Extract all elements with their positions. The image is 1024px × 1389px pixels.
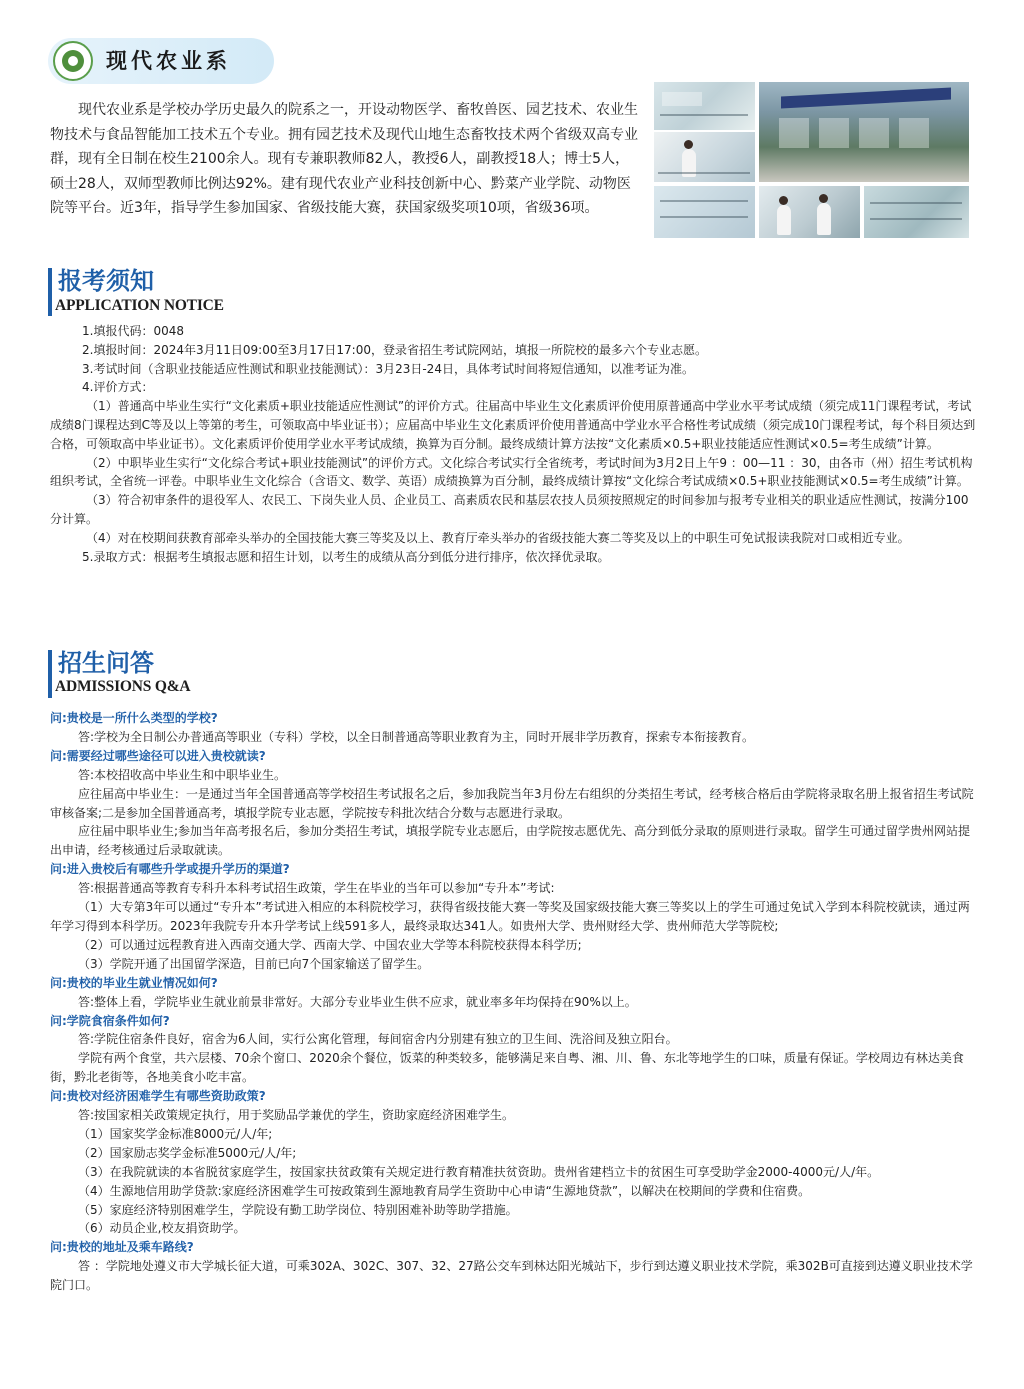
photo-lab-display [654, 82, 755, 130]
notice-subheading: APPLICATION NOTICE [55, 297, 224, 314]
notice-item: 2.填报时间：2024年3月11日09:00至3月17日17:00，登录省招生考试院网站，填报一所院校的最多六个专业志愿。 [82, 342, 707, 357]
notice-item: 3.考试时间（含职业技能适应性测试和职业技能测试）：3月23日-24日，具体考试时间将短信通知，以准考证为准。 [82, 361, 694, 376]
notice-heading: 报考须知 [58, 266, 154, 295]
answer: （4）生源地信用助学贷款:家庭经济困难学生可按政策到生源地教育局学生资助中心申请“生源地贷款”，以解决在校期间的学费和住宿费。 [78, 1183, 811, 1198]
qa-content [50, 709, 976, 1295]
answer: （5）家庭经济特别困难学生，学院设有勤工助学岗位、特别困难补助等助学措施。 [78, 1202, 518, 1217]
notice-item: 5.录取方式：根据考生填报志愿和招生计划，以考生的成绩从高分到低分进行排序，依次择优录取。 [82, 549, 610, 564]
photo-greenhouse-lab [864, 186, 969, 238]
answer: 答:根据普通高等教育专科升本科考试招生政策，学生在毕业的当年可以参加“专升本”考试: [78, 881, 555, 896]
qa-subheading: ADMISSIONS Q&A [55, 678, 191, 695]
qa-heading-bar [48, 650, 52, 698]
notice-paragraph: （2）中职毕业生实行“文化综合考试+职业技能测试”的评价方式。文化综合考试实行全省统考，考试时间为3月2日上午9 ：00—11 ：30，由各市（州）招生考试机构组织考试，全省统一评卷。中职毕业生文化综合（含语文、数学、英语）成绩换算为百分制，最终成绩计算按“文化综合考试成绩×0.5+职业技能测试×0.5=考生成绩”计算。 [50, 455, 973, 489]
answer: （3）在我院就读的本省脱贫家庭学生，按国家扶贫政策有关规定进行教育精准扶贫资助。贵州省建档立卡的贫困生可享受助学金2000-4000元/人/年。 [78, 1164, 880, 1179]
answer: （1）大专第3年可以通过“专升本”考试进入相应的本科院校学习，获得省级技能大赛一等奖及国家级技能大赛三等奖以上的学生可通过免试入学到本科院校就读，通过两年学习得到本科学历。2023年我院专升本升学考试上线591多人，最终录取达341人。如贵州大学、贵州财经大学、贵州师范大学等院校; [50, 900, 970, 933]
photo-microscope-lab [654, 132, 755, 182]
question: 问:需要经过哪些途径可以进入贵校就读? [50, 748, 266, 763]
question: 问:贵校的毕业生就业情况如何? [50, 975, 218, 990]
question: 问:进入贵校后有哪些升学或提升学历的渠道? [50, 862, 290, 877]
question: 问:贵校对经济困难学生有哪些资助政策? [50, 1089, 266, 1104]
answer: 答:学校为全日制公办普通高等职业（专科）学校，以全日制普通高等职业教育为主，同时开展非学历教育，探索专本衔接教育。 [78, 729, 755, 744]
question: 问:贵校的地址及乘车路线? [50, 1240, 194, 1255]
answer: （6）动员企业,校友捐资助学。 [78, 1221, 246, 1236]
answer: （2）可以通过远程教育进入西南交通大学、西南大学、中国农业大学等本科院校获得本科学历; [78, 937, 582, 952]
question: 问:学院食宿条件如何? [50, 1013, 170, 1028]
department-title: 现代农业系 [106, 48, 231, 73]
photo-students-lab [759, 186, 860, 238]
answer: 学院有两个食堂，共六层楼、70余个窗口、2020余个餐位，饭菜的种类较多，能够满足来自粤、湘、川、鲁、东北等地学生的口味，质量有保证。学校周边有林达美食街，黔北老街等，各地美食小吃丰富。 [50, 1051, 964, 1085]
answer: 答 ：学院地处遵义市大学城长征大道，可乘302A、302C、307、32、27路公交车到林达阳光城站下，步行到达遵义职业技术学院，乘302B可直接到达遵义职业技术学院门口。 [50, 1259, 973, 1293]
notice-content [50, 322, 976, 566]
notice-paragraph: （4）对在校期间获教育部牵头举办的全国技能大赛三等奖及以上、教育厅牵头举办的省级技能大赛二等奖及以上的中职生可免试报读我院对口或相近专业。 [86, 530, 910, 545]
photo-lab-equipment [654, 186, 755, 238]
answer: （2）国家励志奖学金标准5000元/人/年; [78, 1145, 297, 1160]
photo-building-exterior [759, 82, 969, 182]
notice-paragraph: （3）符合初审条件的退役军人、农民工、下岗失业人员、企业员工、高素质农民和基层农技人员须按照规定的时间参加与报考专业相关的职业适应性测试，按满分100分计算。 [50, 493, 969, 526]
school-emblem-icon [53, 41, 93, 81]
answer: 答:本校招收高中毕业生和中职毕业生。 [78, 767, 287, 782]
notice-item: 4.评价方式： [82, 380, 154, 395]
answer: 应往届高中毕业生：一是通过当年全国普通高等学校招生考试报名之后，参加我院当年3月份左右组织的分类招生考试，经考核合格后由学院将录取名册上报省招生考试院审核备案;二是参加全国普通高考，填报学院专业志愿，学院按专科批次结合分数与志愿进行录取。 [50, 786, 974, 820]
question: 问:贵校是一所什么类型的学校? [50, 711, 218, 725]
department-intro: 现代农业系是学校办学历史最久的院系之一，开设动物医学、畜牧兽医、园艺技术、农业生物技术与食品智能加工技术五个专业。拥有园艺技术及现代山地生态畜牧技术两个省级双高专业群，现有全日制在校生2100余人。现有专兼职教师82人，教授6人，副教授18人；博士5人，硕士28人，双师型教师比例达92%。建有现代农业产业科技创新中心、黔菜产业学院、动物医院等平台。近3年，指导学生参加国家、省级技能大赛，获国家级奖项10项，省级36项。 [50, 102, 638, 217]
qa-heading: 招生问答 [58, 648, 154, 677]
answer: 答:学院住宿条件良好，宿舍为6人间，实行公寓化管理，每间宿舍内分别建有独立的卫生间、洗浴间及独立阳台。 [78, 1032, 678, 1047]
notice-heading-bar [48, 268, 52, 316]
answer: （1）国家奖学金标准8000元/人/年; [78, 1126, 273, 1141]
answer: 答:整体上看，学院毕业生就业前景非常好。大部分专业毕业生供不应求，就业率多年均保持在90%以上。 [78, 994, 637, 1009]
answer: 应往届中职毕业生;参加当年高考报名后，参加分类招生考试，填报学院专业志愿后，由学院按志愿优先、高分到低分录取的原则进行录取。留学生可通过留学贵州网站提出申请，经考核通过后录取就读。 [50, 824, 971, 858]
notice-paragraph: （1）普通高中毕业生实行“文化素质+职业技能适应性测试”的评价方式。往届高中毕业生文化素质评价使用原普通高中学业水平考试成绩（须完成11门课程考试，考试成绩8门课程达到C等及以上等第的考生，可领取高中毕业证书）；应届高中毕业生文化素质评价使用普通高中学业水平合格性考试成绩（须完成10门课程考试，每个科目须达到合格，可领取高中毕业证书）。文化素质评价使用学业水平考试成绩，换算为百分制。最终成绩计算方法按“文化素质×0.5+职业技能适应性测试×0.5=考生成绩”计算。 [50, 399, 976, 451]
notice-item: 1.填报代码：0048 [82, 324, 184, 338]
campus-photo-collage [654, 82, 969, 238]
answer: （3）学院开通了出国留学深造，目前已向7个国家输送了留学生。 [78, 956, 430, 971]
answer: 答:按国家相关政策规定执行，用于奖励品学兼优的学生，资助家庭经济困难学生。 [78, 1108, 515, 1123]
